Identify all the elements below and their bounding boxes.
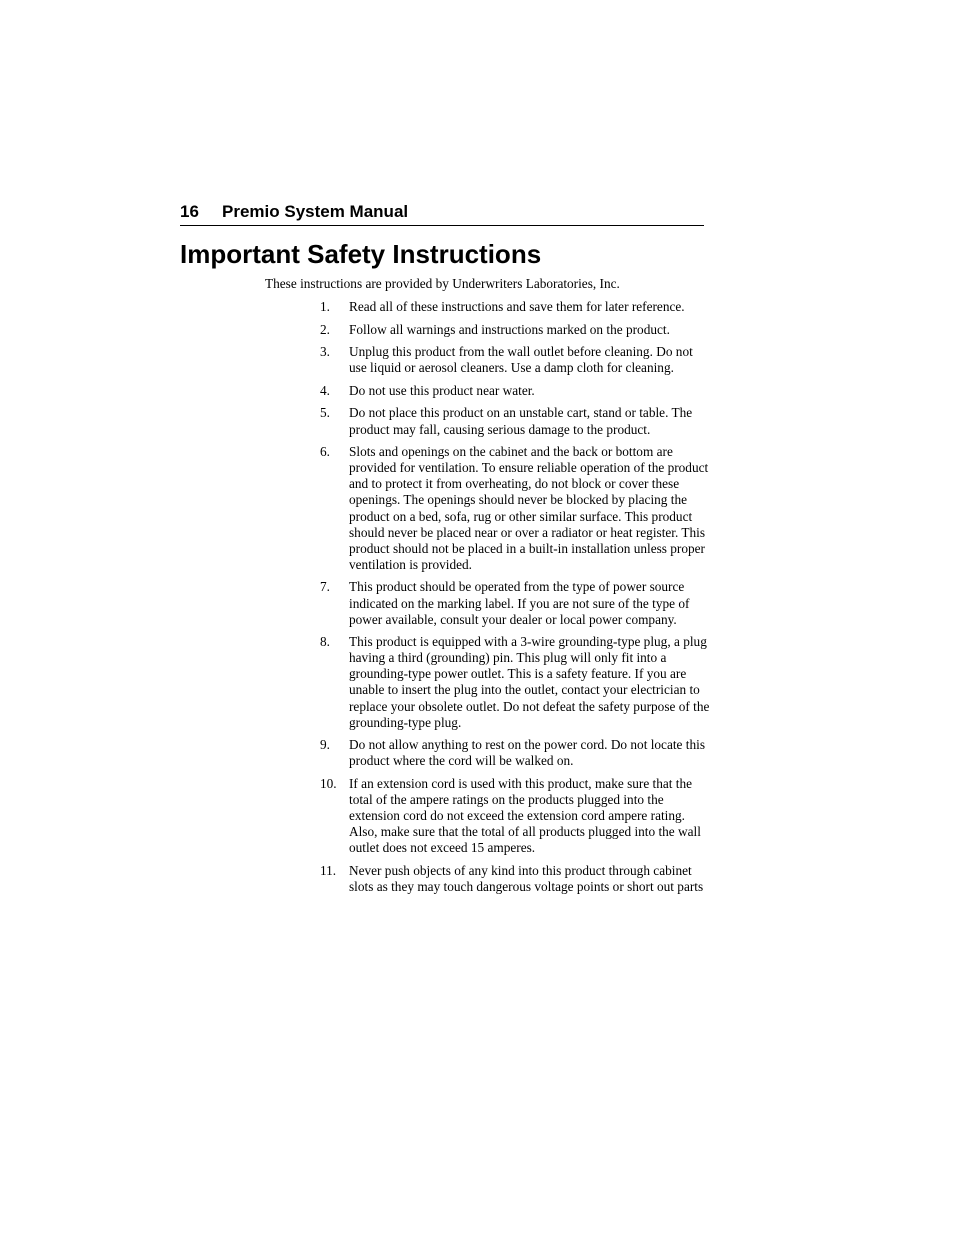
instruction-item xyxy=(320,322,735,338)
instruction-line: should never be placed near or over a radiator or heat register. This xyxy=(349,524,706,540)
instruction-text xyxy=(349,776,735,856)
instruction-line: grounding-type plug. xyxy=(349,714,462,730)
instruction-text xyxy=(349,634,735,731)
instruction-line: power available, consult your dealer or local power company. xyxy=(349,611,677,627)
safety-instruction-list xyxy=(320,299,735,902)
instruction-text xyxy=(349,444,735,573)
instruction-number: 8. xyxy=(320,634,330,650)
instruction-text xyxy=(349,863,735,895)
instruction-text xyxy=(349,344,735,376)
instruction-line: having a third (grounding) pin. This plug will only fit into a xyxy=(349,650,667,666)
instruction-number: 10. xyxy=(320,775,337,791)
instruction-line: Slots and openings on the cabinet and the back or bottom are xyxy=(349,444,673,460)
instruction-line: extension cord do not exceed the extension cord ampere rating. xyxy=(349,808,685,824)
instruction-item xyxy=(320,383,735,399)
instruction-item xyxy=(320,405,735,437)
instruction-number: 3. xyxy=(320,344,330,360)
instruction-number: 5. xyxy=(320,405,330,421)
instruction-text xyxy=(349,299,735,315)
instruction-line: outlet does not exceed 15 amperes. xyxy=(349,840,536,856)
instruction-line: total of the ampere ratings on the products plugged into the xyxy=(349,792,664,808)
instruction-line: ventilation is provided. xyxy=(349,556,472,572)
page-number: 16 xyxy=(180,202,199,221)
instruction-line: Do not allow anything to rest on the power cord. Do not locate this xyxy=(349,737,705,753)
instruction-number: 2. xyxy=(320,321,330,337)
instruction-line: If an extension cord is used with this product, make sure that the xyxy=(349,775,693,791)
page-title: Important Safety Instructions xyxy=(180,239,542,269)
instruction-line: indicated on the marking label. If you are not sure of the type of xyxy=(349,595,690,611)
instruction-item xyxy=(320,344,735,376)
instruction-item xyxy=(320,579,735,627)
manual-title: Premio System Manual xyxy=(222,202,409,221)
instruction-text xyxy=(349,405,735,437)
instruction-line: provided for ventilation. To ensure reliable operation of the product xyxy=(349,460,709,476)
instruction-item xyxy=(320,863,735,895)
instruction-line: product should not be placed in a built-in installation unless proper xyxy=(349,540,705,556)
instruction-line: This product is equipped with a 3-wire grounding-type plug, a plug xyxy=(349,634,707,650)
instruction-line: Unplug this product from the wall outlet before cleaning. Do not xyxy=(349,344,693,360)
instruction-item xyxy=(320,444,735,573)
instruction-item xyxy=(320,299,735,315)
instruction-number: 7. xyxy=(320,579,330,595)
instruction-line: Read all of these instructions and save them for later reference. xyxy=(349,299,685,314)
instruction-line: openings. The openings should never be blocked by placing the xyxy=(349,492,688,508)
instruction-item xyxy=(320,737,735,769)
instruction-line: grounding-type power outlet. This is a safety feature. If you are xyxy=(349,666,687,682)
instruction-text xyxy=(349,737,735,769)
instruction-text xyxy=(349,322,735,338)
running-header xyxy=(180,201,704,226)
instruction-item xyxy=(320,776,735,856)
instruction-number: 4. xyxy=(320,382,330,398)
instruction-line: replace your obsolete outlet. Do not defeat the safety purpose of the xyxy=(349,698,710,714)
instruction-line: Never push objects of any kind into this product through cabinet xyxy=(349,862,692,878)
instruction-line: use liquid or aerosol cleaners. Use a damp cloth for cleaning. xyxy=(349,360,674,376)
instruction-line: Follow all warnings and instructions marked on the product. xyxy=(349,321,670,337)
instruction-line: product on a bed, sofa, rug or other similar surface. This product xyxy=(349,508,693,524)
instruction-item xyxy=(320,634,735,731)
instruction-number: 1. xyxy=(320,299,330,314)
instruction-number: 9. xyxy=(320,737,330,753)
instruction-line: Do not use this product near water. xyxy=(349,382,535,398)
instruction-line: This product should be operated from the type of power source xyxy=(349,579,685,595)
intro-text: These instructions are provided by Underwriters Laboratories, Inc. xyxy=(265,276,620,291)
instruction-line: product may fall, causing serious damage to the product. xyxy=(349,421,651,437)
instruction-number: 11. xyxy=(320,862,337,878)
instruction-line: Do not place this product on an unstable cart, stand or table. The xyxy=(349,405,693,421)
instruction-text xyxy=(349,383,735,399)
instruction-line: unable to insert the plug into the outlet, contact your electrician to xyxy=(349,682,700,698)
instruction-line: Also, make sure that the total of all products plugged into the wall xyxy=(349,824,701,840)
instruction-text xyxy=(349,579,735,627)
instruction-line: slots as they may touch dangerous voltage points or short out parts xyxy=(349,879,704,894)
instruction-number: 6. xyxy=(320,444,330,460)
instruction-line: product where the cord will be walked on. xyxy=(349,753,574,769)
instruction-line: and to protect it from overheating, do not block or cover these xyxy=(349,476,680,492)
